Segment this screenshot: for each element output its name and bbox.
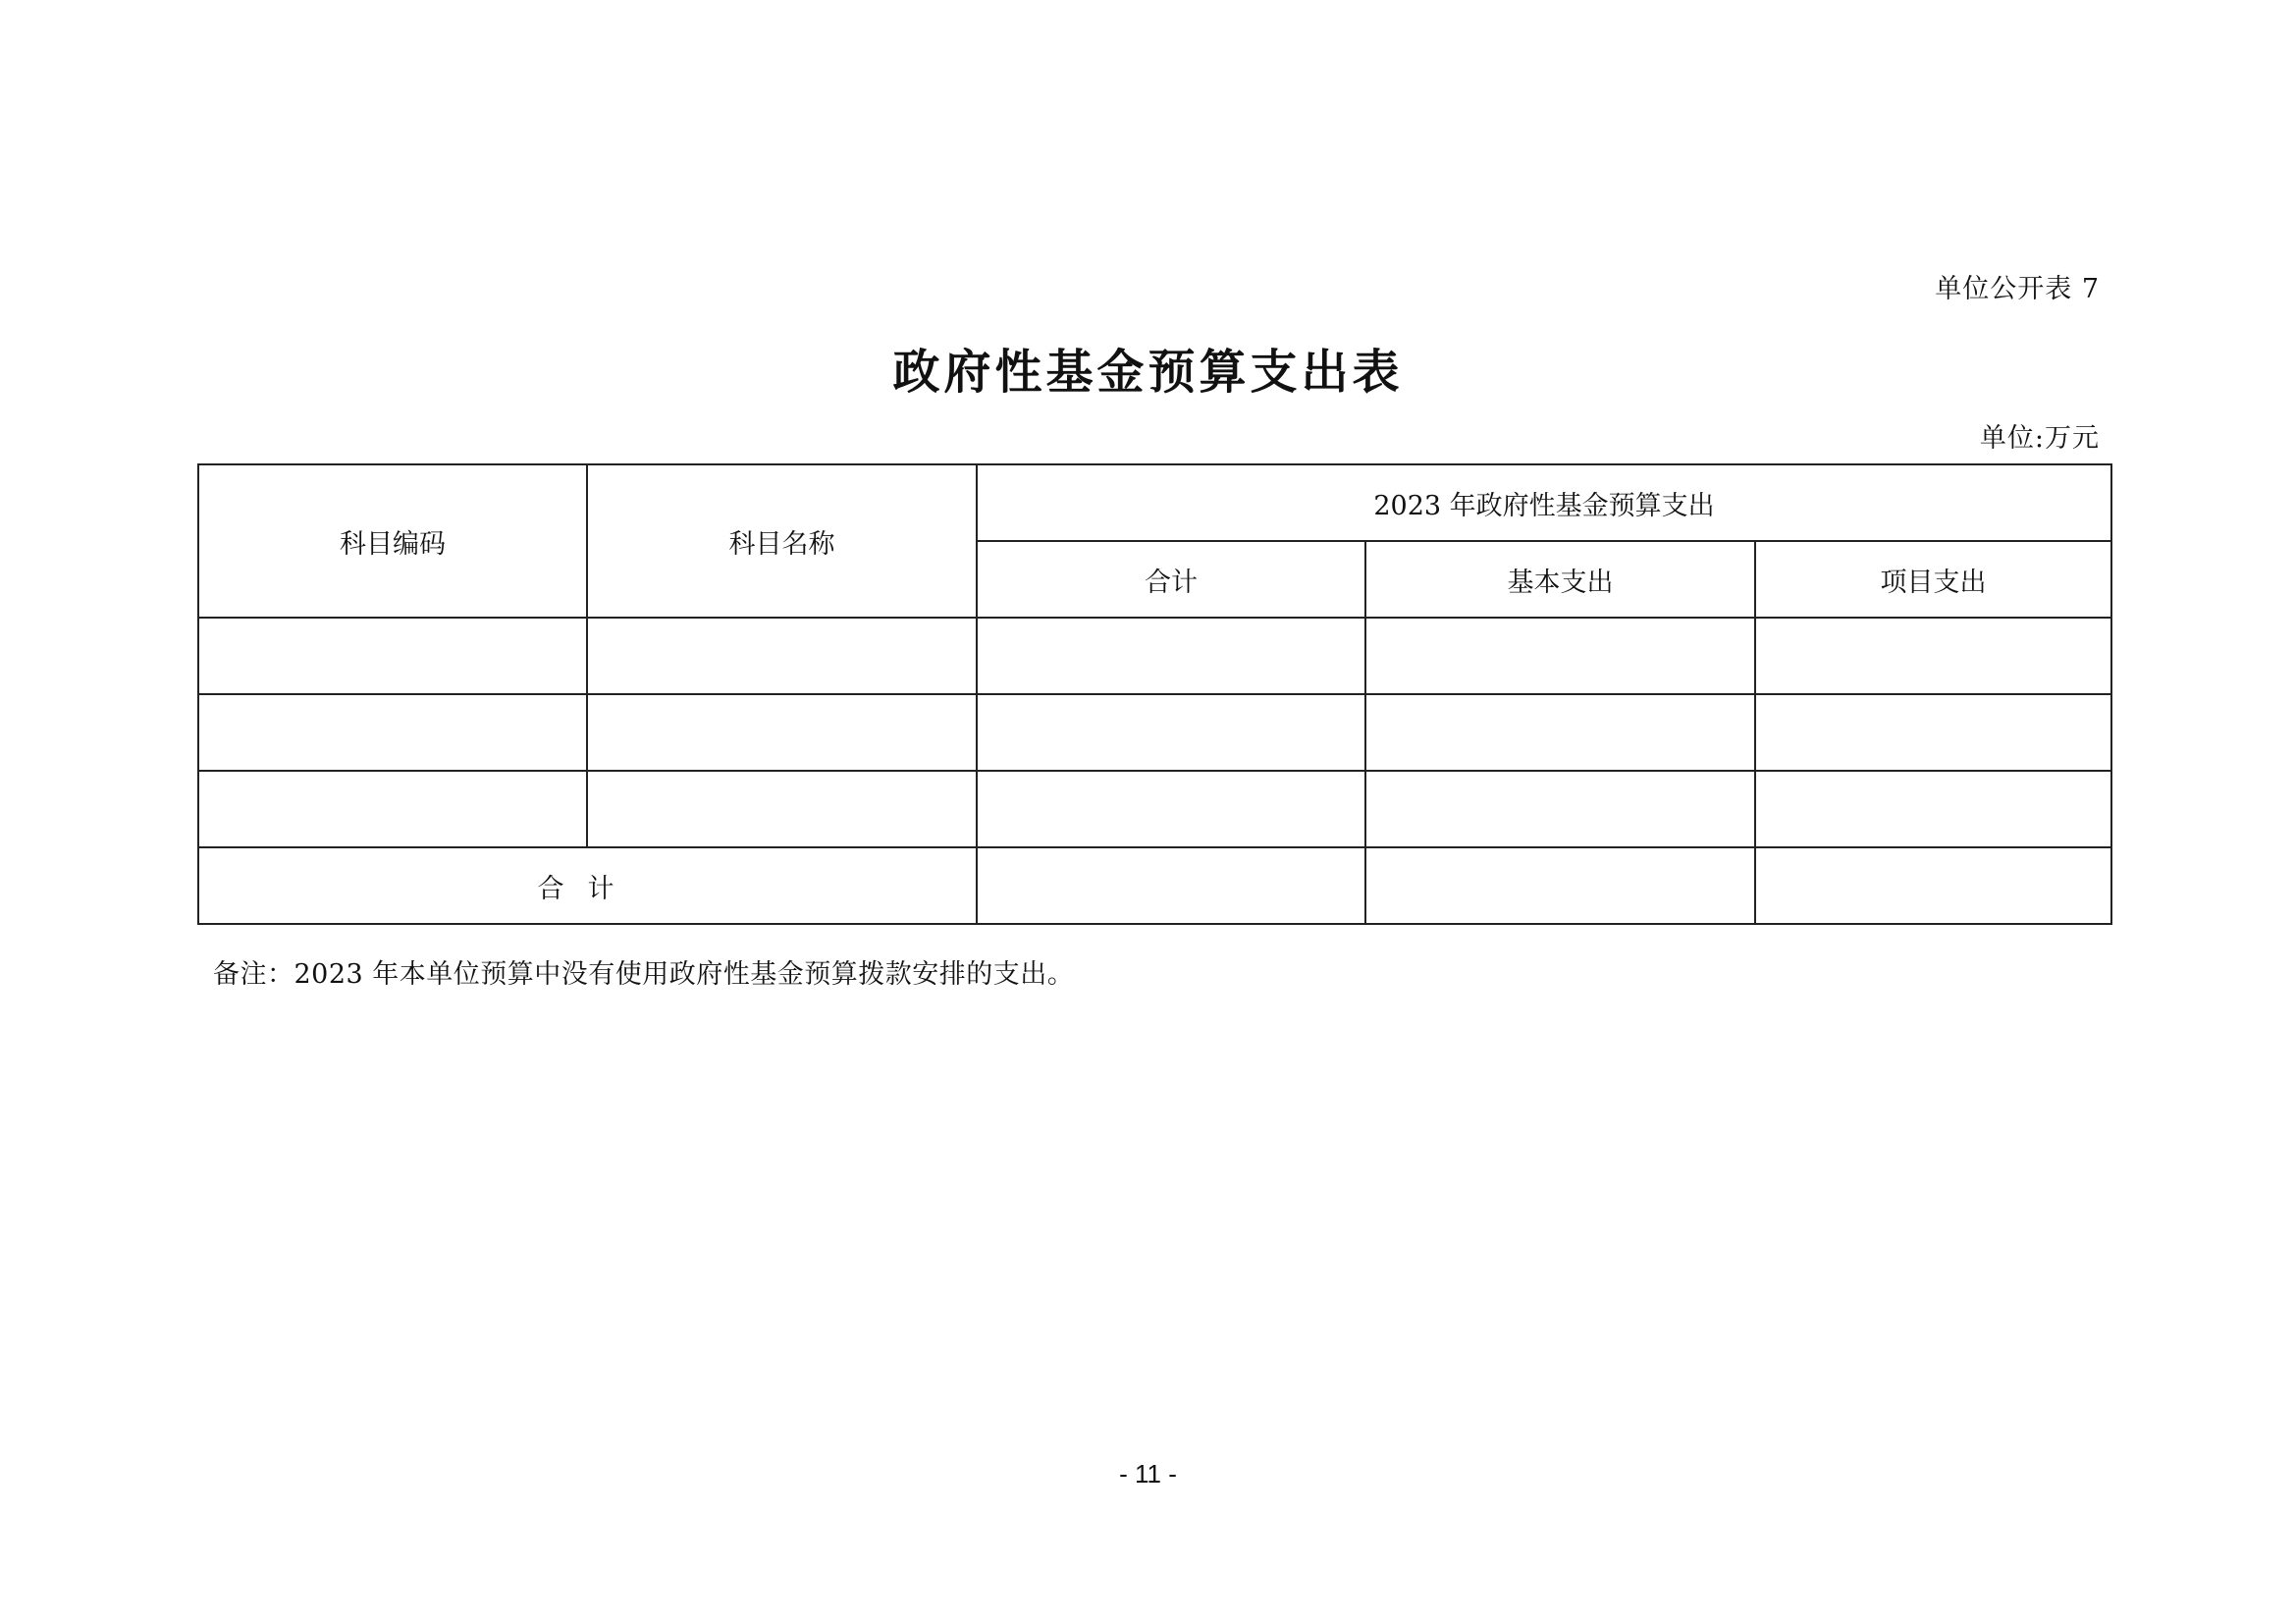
total-row-project [1755,847,2111,924]
total-row-label: 合计 [198,847,977,924]
table-row [198,694,2111,771]
budget-expenditure-table [197,463,2112,925]
cell-project [1755,771,2111,847]
page-title: 政府性基金预算支出表 [892,345,1404,400]
cell-basic [1365,771,1755,847]
remark-note: 备注：2023 年本单位预算中没有使用政府性基金预算拨款安排的支出。 [213,959,1075,990]
cell-code [198,694,587,771]
table-total-row [198,847,2111,924]
cell-total [977,618,1365,694]
table-row [198,771,2111,847]
table-row [198,618,2111,694]
cell-total [977,771,1365,847]
total-row-total [977,847,1365,924]
table-header-row [198,464,2111,541]
cell-project [1755,618,2111,694]
cell-basic [1365,618,1755,694]
cell-name [587,771,977,847]
cell-basic [1365,694,1755,771]
cell-name [587,694,977,771]
cell-total [977,694,1365,771]
header-subject-name: 科目名称 [587,464,977,618]
header-total: 合计 [977,541,1365,618]
cell-code [198,771,587,847]
page-number: - 11 - [1119,1459,1177,1489]
unit-label: 单位:万元 [1979,423,2100,454]
cell-name [587,618,977,694]
total-row-basic [1365,847,1755,924]
form-number-label: 单位公开表 7 [1935,274,2100,304]
header-expenditure-group: 2023 年政府性基金预算支出 [977,464,2111,541]
cell-code [198,618,587,694]
cell-project [1755,694,2111,771]
header-basic-expenditure: 基本支出 [1365,541,1755,618]
header-project-expenditure: 项目支出 [1755,541,2111,618]
header-subject-code: 科目编码 [198,464,587,618]
